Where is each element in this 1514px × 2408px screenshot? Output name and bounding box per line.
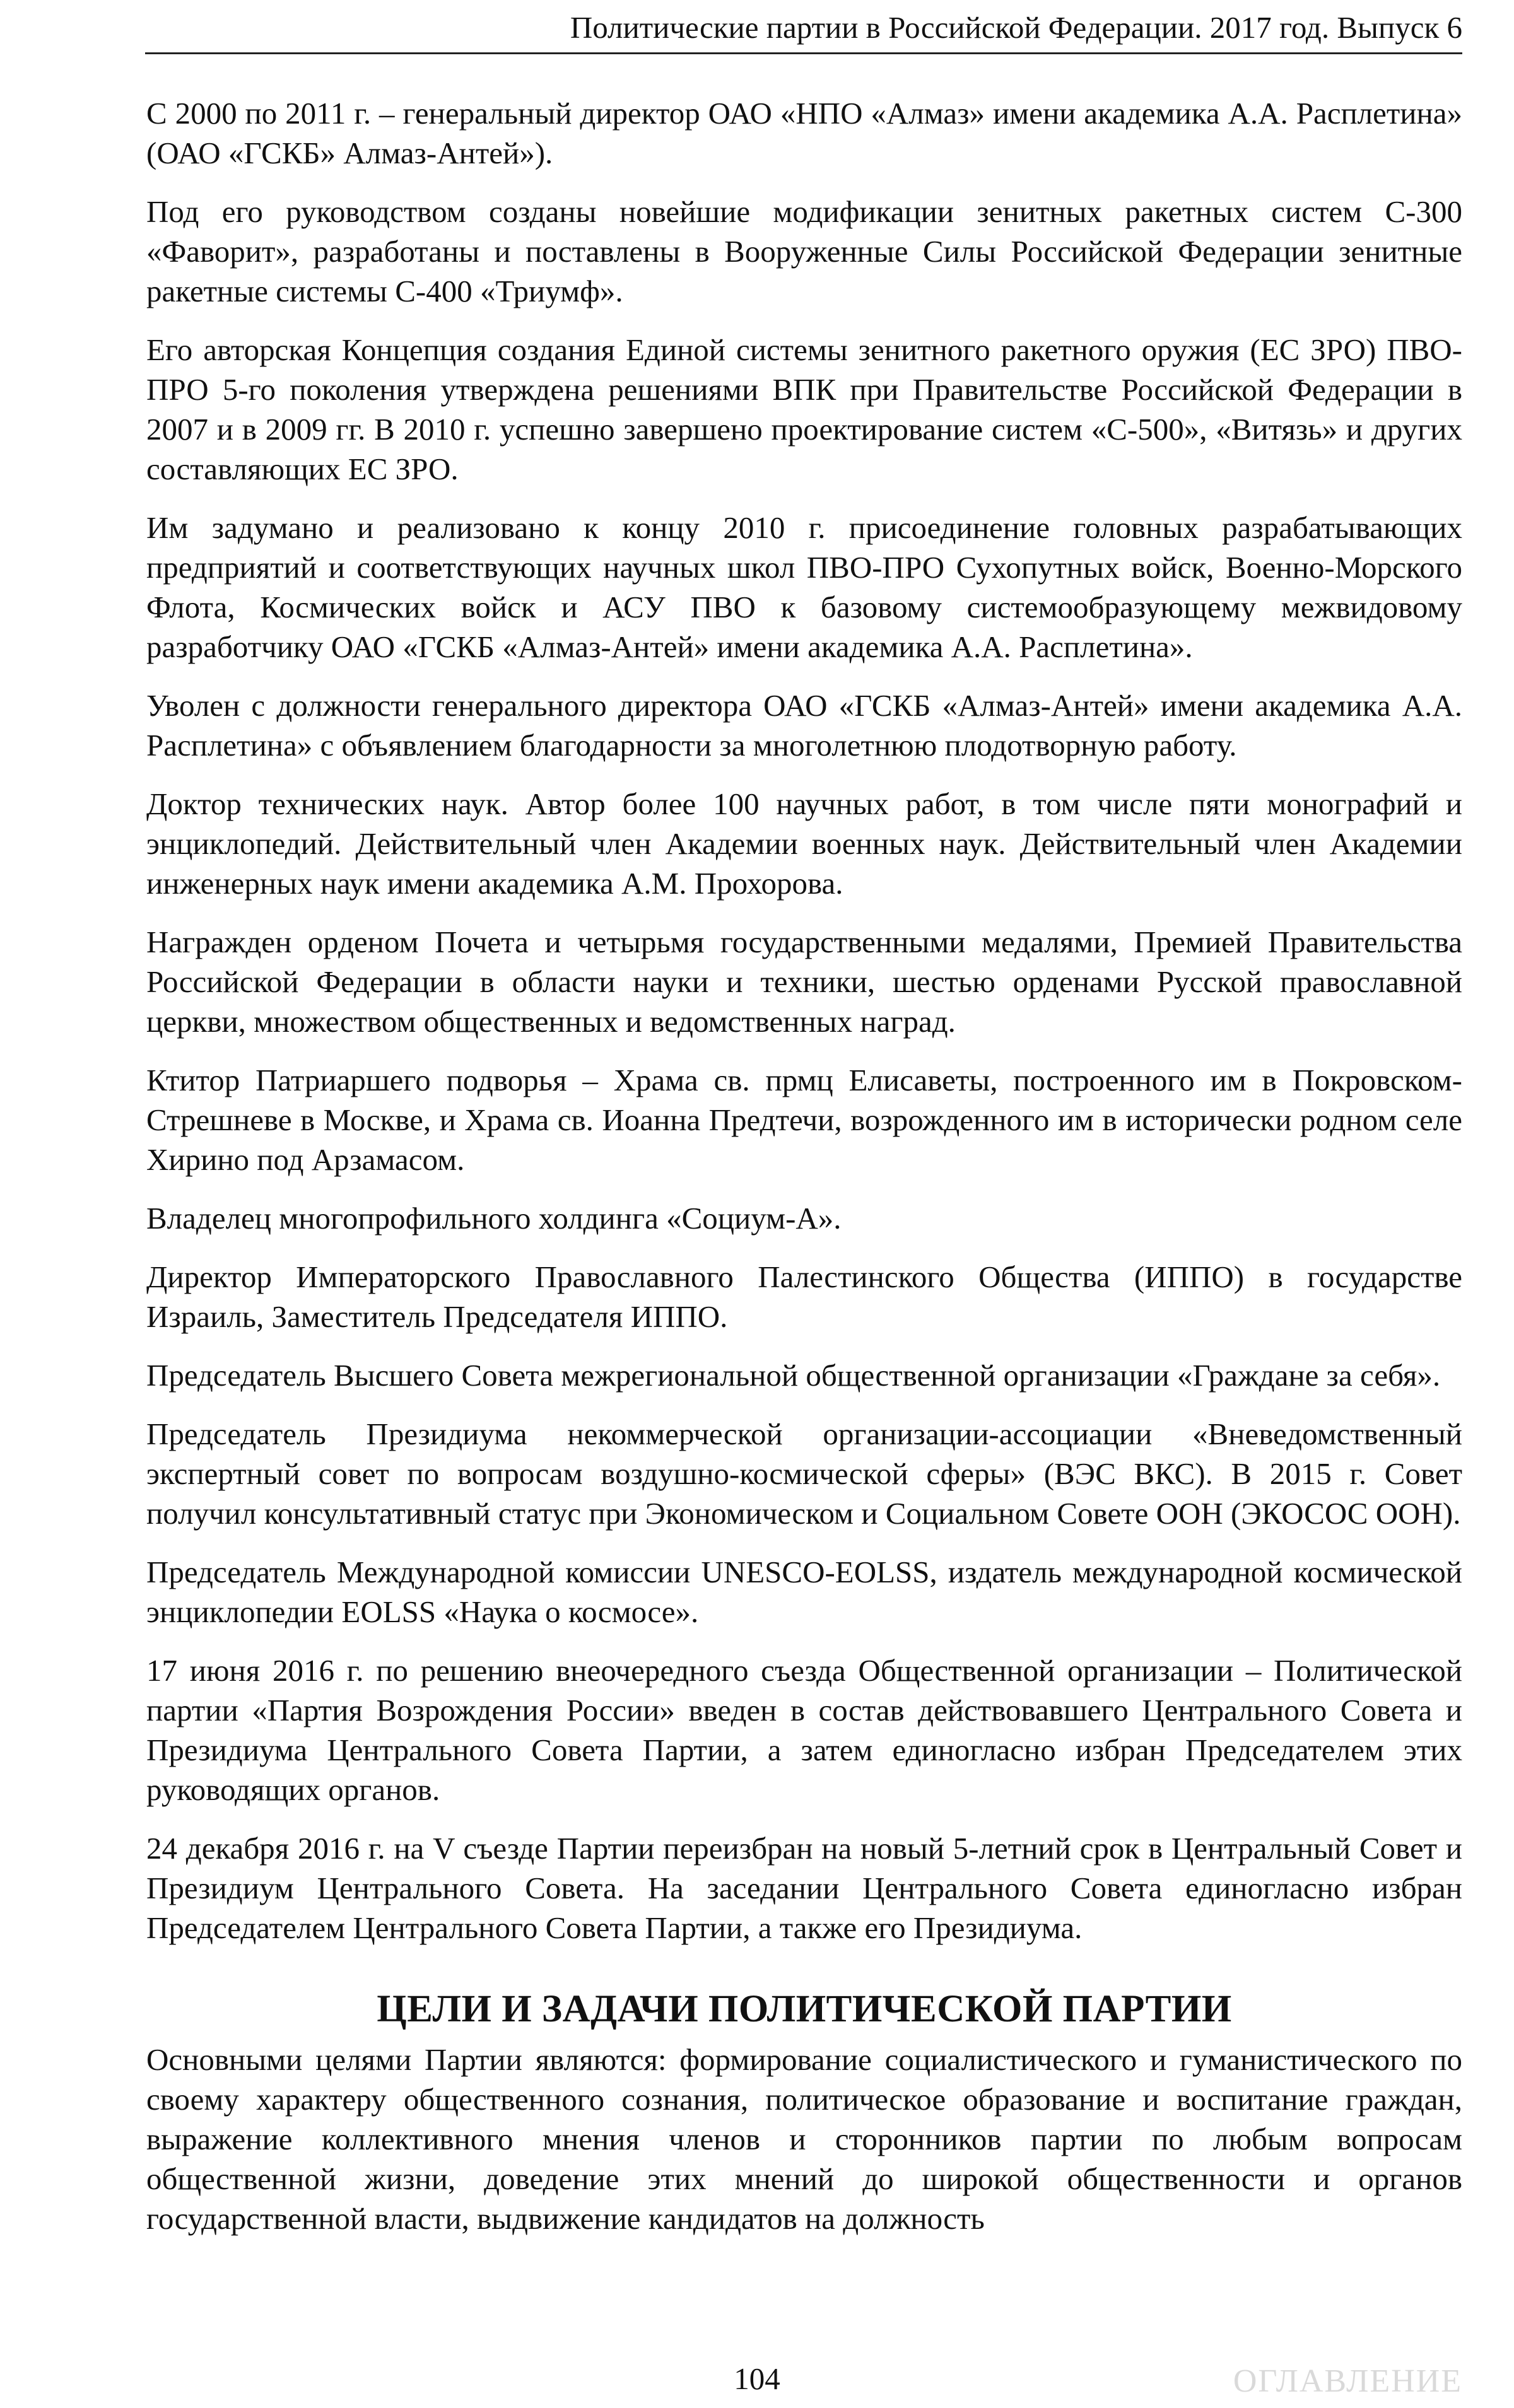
- page-number: 104: [734, 2361, 780, 2396]
- paragraph: Председатель Международной комиссии UNESCO-EOLSS, издатель международной космической энциклопедии EOLSS «Наука о космосе».: [146, 1555, 1462, 1629]
- paragraph: Директор Императорского Православного Палестинского Общества (ИППО) в государстве Израиль, Заместитель Председателя ИППО.: [146, 1260, 1462, 1334]
- section-paragraph: Основными целями Партии являются: формирование социалистического и гуманистического по своему характеру общественного сознания, политическое образование и воспитание граждан, выражение коллективного мнения членов и сторонников партии по любым вопросам общественной жизни, доведение этих мнений до широкой общественности и органов государственной власти, выдвижение кандидатов на должность: [146, 2042, 1462, 2236]
- paragraph: 24 декабря 2016 г. на V съезде Партии переизбран на новый 5-летний срок в Центральный Совет и Президиум Центрального Совета. На заседании Центрального Совета единогласно избран Председателем Центрального Совета Партии, а также его Президиума.: [146, 1831, 1462, 1945]
- section-title: ЦЕЛИ И ЗАДАЧИ ПОЛИТИЧЕСКОЙ ПАРТИИ: [377, 1988, 1232, 2030]
- paragraph: Председатель Высшего Совета межрегиональной общественной организации «Граждане за себя».: [146, 1358, 1441, 1393]
- paragraph: С 2000 по 2011 г. – генеральный директор ОАО «НПО «Алмаз» имени академика А.А. Расплетина» (ОАО «ГСКБ» Алмаз-Антей»).: [146, 96, 1462, 170]
- paragraph: Председатель Президиума некоммерческой организации-ассоциации «Вневедомственный экспертный совет по вопросам воздушно-космической сферы» (ВЭС ВКС). В 2015 г. Совет получил консультативный статус при Экономическом и Социальном Совете ООН (ЭКОСОС ООН).: [146, 1417, 1462, 1531]
- header-rule: [145, 52, 1462, 54]
- table-of-contents-link[interactable]: ОГЛАВЛЕНИЕ: [1233, 2363, 1462, 2399]
- running-header: Политические партии в Российской Федерации. 2017 год. Выпуск 6: [570, 10, 1462, 45]
- paragraph: Доктор технических наук. Автор более 100 научных работ, в том числе пяти монографий и энциклопедий. Действительный член Академии военных наук. Действительный член Академии инженерных наук имени академика А.М. Прохорова.: [146, 786, 1462, 901]
- page-body: [146, 93, 1462, 2257]
- paragraph: Им задумано и реализовано к концу 2010 г. присоединение головных разрабатывающих предприятий и соответствующих научных школ ПВО-ПРО Сухопутных войск, Военно-Морского Флота, Космических войск и АСУ ПВО к базовому системообразующему межвидовому разработчику ОАО «ГСКБ «Алмаз-Антей» имени академика А.А. Расплетина».: [146, 510, 1462, 664]
- paragraph: Под его руководством созданы новейшие модификации зенитных ракетных систем С-300 «Фаворит», разработаны и поставлены в Вооруженные Силы Российской Федерации зенитные ракетные системы С-400 «Триумф».: [146, 194, 1462, 308]
- paragraph: Ктитор Патриаршего подворья – Храма св. прмц Елисаветы, построенного им в Покровском-Стрешневе в Москве, и Храма св. Иоанна Предтечи, возрожденного им в исторически родном селе Хирино под Арзамасом.: [146, 1063, 1462, 1177]
- paragraph: 17 июня 2016 г. по решению внеочередного съезда Общественной организации – Политической партии «Партия Возрождения России» введен в состав действовавшего Центрального Совета и Президиума Центрального Совета Партии, а затем единогласно избран Председателем этих руководящих органов.: [146, 1653, 1462, 1807]
- paragraph: Уволен с должности генерального директора ОАО «ГСКБ «Алмаз-Антей» имени академика А.А. Расплетина» с объявлением благодарности за многолетнюю плодотворную работу.: [146, 688, 1462, 763]
- paragraph: Его авторская Концепция создания Единой системы зенитного ракетного оружия (ЕС ЗРО) ПВО-ПРО 5-го поколения утверждена решениями ВПК при Правительстве Российской Федерации в 2007 и в 2009 гг. В 2010 г. успешно завершено проектирование систем «С-500», «Витязь» и других составляющих ЕС ЗРО.: [146, 332, 1462, 486]
- paragraph: Награжден орденом Почета и четырьмя государственными медалями, Премией Правительства Российской Федерации в области науки и техники, шестью орденами Русской православной церкви, множеством общественных и ведомственных наград.: [146, 925, 1462, 1039]
- paragraph: Владелец многопрофильного холдинга «Социум-А».: [146, 1201, 842, 1236]
